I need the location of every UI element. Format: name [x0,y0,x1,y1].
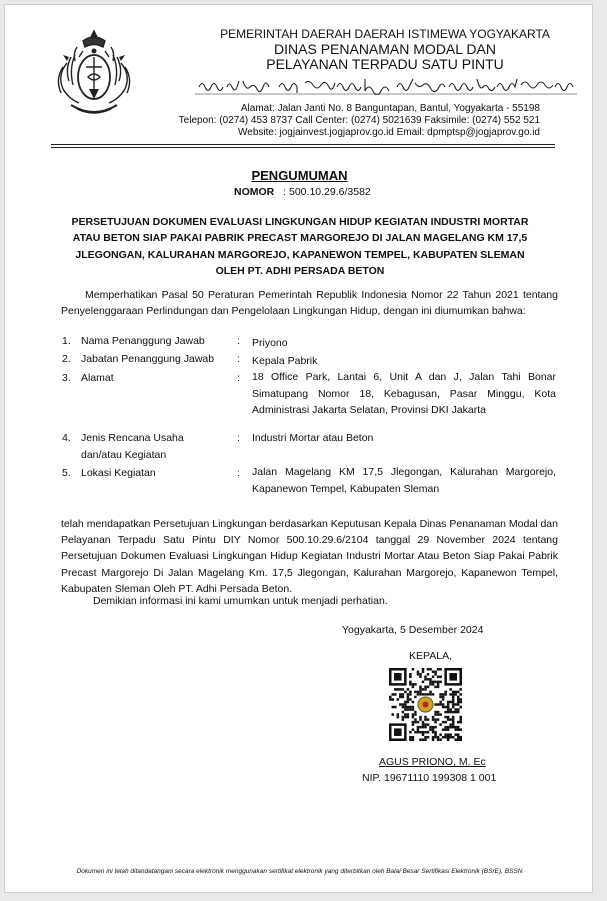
document-number-label: NOMOR [234,186,275,198]
item-number: 1. [62,335,71,347]
item-value: Priyono [252,337,288,349]
intro-text: Memperhatikan Pasal 50 Peraturan Pemerintah Republik Indonesia Nomor 22 Tahun 2021 tentang Penyelenggaraan Perlindungan dan Pengelolaan Lingkungan Hidup, dengan ini diumumkan bahwa: [61,289,558,318]
intro-paragraph [61,287,558,319]
signatory-name: AGUS PRIONO, M. Ec [379,756,486,768]
signature-place-date: Yogyakarta, 5 Desember 2024 [342,624,484,636]
header-website-email: Website: jogjainvest.jogjaprov.go.id Email: dpmptsp@jogjaprov.go.id [238,127,540,138]
document-title: PENGUMUMAN [251,168,348,183]
item-number: 5. [62,467,71,479]
item-colon: : [237,432,240,444]
header-divider-thin [51,147,555,148]
item-number: 4. [62,432,71,444]
item-label: Lokasi Kegiatan [81,467,156,479]
qr-code-signature [389,668,462,741]
document-number-value: : 500.10.29.6/3582 [283,186,371,198]
electronic-signature-notice: Dokumen ini telah ditandatangani secara elektronik menggunakan sertifikat elektronik yang diterbitkan oleh Balai Besar Sertifikasi Elektronik (BSrE), BSSN [76,868,523,875]
item-label: Nama Penanggung Jawab [81,335,205,347]
header-phone: Telepon: (0274) 453 8737 Call Center: (0274) 5021639 Faksimile: (0274) 552 521 [178,115,540,126]
item-value: 18 Office Park, Lantai 6, Unit A dan J, Jalan Tahi Bonar Simatupang Nomor 18, Kebagusan, Pasar Minggu, Kota Administrasi Jakarta Selatan, Provinsi DKI Jakarta [252,371,556,416]
signature-position: KEPALA, [409,650,452,662]
header-address: Alamat: Jalan Janti No. 8 Banguntapan, Bantul, Yogyakarta - 55198 [240,103,540,114]
javanese-script-header [195,73,577,95]
item-label-continuation: dan/atau Kegiatan [81,449,167,461]
item-value: Kepala Pabrik [252,355,318,367]
announcement-subject: PERSETUJUAN DOKUMEN EVALUASI LINGKUNGAN HIDUP KEGIATAN INDUSTRI MORTAR ATAU BETON SIAP PAKAI PABRIK PRECAST MARGOREJO DI JALAN MAGELANG KM 17,5 JLEGONGAN, KALURAHAN MARGOREJO, KAPANEWON TEMPEL, KABUPATEN SLEMAN OLEH PT. ADHI PERSADA BETON [71,216,529,278]
header-divider-thick [51,144,555,145]
header-agency-name-line1: DINAS PENANAMAN MODAL DAN [274,41,496,57]
diy-emblem-logo [53,27,135,119]
document-number [234,186,371,198]
signatory-nip: NIP. 19671110 199308 1 001 [362,772,497,784]
item-label: Jabatan Penanggung Jawab [81,353,215,365]
closing-paragraph [61,593,558,609]
item-value: Jalan Magelang KM 17,5 Jlegongan, Kalurahan Margorejo, Kapanewon Tempel, Kabupaten Sleman [252,466,556,495]
item-number: 2. [62,353,71,365]
item-colon: : [237,353,240,365]
header-agency-name-line2: PELAYANAN TERPADU SATU PINTU [266,56,504,72]
approval-paragraph: telah mendapatkan Persetujuan Lingkungan berdasarkan Keputusan Kepala Dinas Penanaman Modal dan Pelayanan Terpadu Satu Pintu DIY Nomor 500.10.29.6/2104 tanggal 29 November 2024 tentang Persetujuan Dokumen Evaluasi Lingkungan Hidup Kegiatan Industri Mortar Atau Beton Siap Pakai Pabrik Precast Margorejo Di Jalan Magelang Km. 17,5 Jlegongan, Kalurahan Margorejo, Kapanewon Tempel, Kabupaten Sleman Oleh PT. Adhi Persada Beton. [61,518,558,595]
header-government-name: PEMERINTAH DAERAH DAERAH ISTIMEWA YOGYAKARTA [220,27,550,41]
item-number: 3. [62,372,71,384]
closing-text: Demikian informasi ini kami umumkan untuk menjadi perhatian. [93,595,388,607]
document-page [4,4,593,893]
item-colon: : [237,372,240,384]
item-colon: : [237,467,240,479]
item-label: Alamat [81,372,114,384]
item-label: Jenis Rencana Usaha [81,432,184,444]
item-value: Industri Mortar atau Beton [252,432,374,444]
item-colon: : [237,335,240,347]
